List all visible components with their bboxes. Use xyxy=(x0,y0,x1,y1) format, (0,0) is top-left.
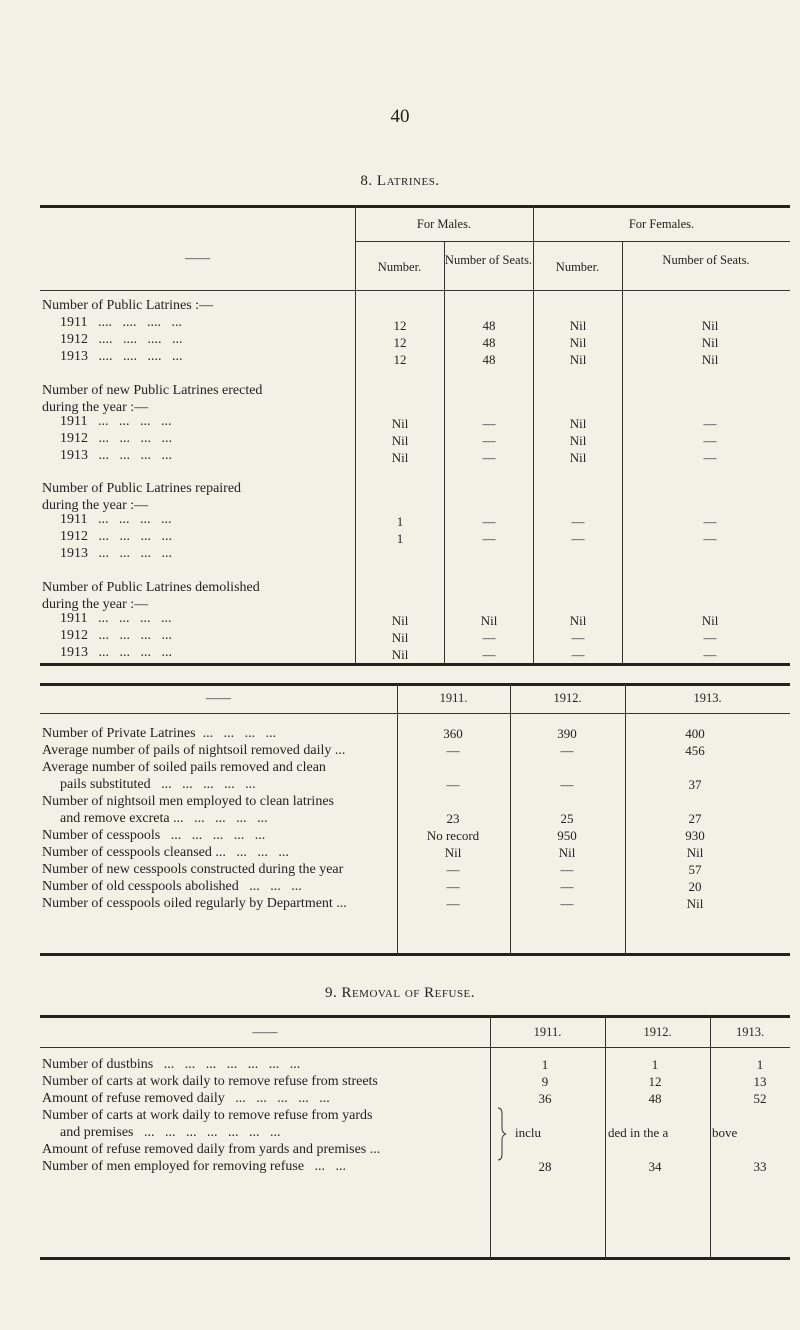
year-label: 1911 .... .... .... ... xyxy=(60,315,182,330)
value-cell: — xyxy=(703,647,717,662)
value-cell: 28 xyxy=(538,1159,552,1174)
row-label: Average number of soiled pails removed and clean xyxy=(42,760,326,775)
value-cell: — xyxy=(482,531,496,546)
header-for-males: For Males. xyxy=(416,217,472,231)
header-male-number: Number. xyxy=(377,260,422,274)
value-cell: — xyxy=(560,879,574,894)
value-cell: 1 xyxy=(541,1057,549,1072)
year-label: 1911 ... ... ... ... xyxy=(60,414,172,429)
value-cell: — xyxy=(446,777,460,792)
value-cell: 360 xyxy=(443,726,463,741)
value-cell: 34 xyxy=(648,1159,662,1174)
value-cell: 9 xyxy=(541,1074,549,1089)
value-cell: Nil xyxy=(701,613,719,628)
value-cell: — xyxy=(482,514,496,529)
header-year: 1912. xyxy=(553,691,582,705)
year-label: 1913 ... ... ... ... xyxy=(60,546,172,561)
page-number: 40 xyxy=(390,106,410,127)
value-cell: 25 xyxy=(560,811,574,826)
section-label: during the year :— xyxy=(42,400,149,415)
header-year: 1912. xyxy=(643,1025,672,1039)
value-cell: No record xyxy=(426,828,480,843)
value-cell: 1 xyxy=(756,1057,764,1072)
value-cell: 48 xyxy=(482,352,496,367)
value-cell: 1 xyxy=(651,1057,659,1072)
value-cell: Nil xyxy=(701,335,719,350)
value-cell: Nil xyxy=(569,613,587,628)
year-label: 1911 ... ... ... ... xyxy=(60,512,172,527)
value-cell: 930 xyxy=(685,828,705,843)
brace-icon xyxy=(496,1106,508,1162)
header-male-seats: Number of Seats. xyxy=(444,253,533,267)
value-cell: Nil xyxy=(391,433,409,448)
value-cell: Nil xyxy=(686,896,704,911)
row-label: and premises ... ... ... ... ... ... ... xyxy=(60,1125,281,1140)
row-label: Number of carts at work daily to remove refuse from streets xyxy=(42,1074,378,1089)
header-for-females: For Females. xyxy=(628,217,695,231)
row-label: Number of men employed for removing refuse ... ... xyxy=(42,1159,347,1174)
row-label: and remove excreta ... ... ... ... ... xyxy=(60,811,268,826)
value-cell: Nil xyxy=(569,433,587,448)
header-blank: —— xyxy=(185,251,210,265)
row-label: Amount of refuse removed daily from yards and premises ... xyxy=(42,1142,381,1157)
value-cell: 57 xyxy=(688,862,702,877)
value-cell: Nil xyxy=(569,318,587,333)
value-cell: 36 xyxy=(538,1091,552,1106)
section-label: during the year :— xyxy=(42,498,149,513)
value-cell: 1 xyxy=(396,531,404,546)
header-year: 1913. xyxy=(693,691,722,705)
value-cell: 12 xyxy=(393,335,407,350)
value-cell: — xyxy=(571,647,585,662)
row-label: Number of carts at work daily to remove refuse from yards xyxy=(42,1108,373,1123)
value-cell: Nil xyxy=(569,416,587,431)
value-cell: — xyxy=(571,514,585,529)
year-label: 1912 ... ... ... ... xyxy=(60,628,172,643)
section-label: Number of Public Latrines demolished xyxy=(42,580,260,595)
value-cell: 1 xyxy=(396,514,404,529)
header-female-number: Number. xyxy=(555,260,600,274)
value-cell: Nil xyxy=(701,318,719,333)
value-cell: — xyxy=(703,450,717,465)
value-cell: — xyxy=(482,647,496,662)
value-cell: 456 xyxy=(685,743,705,758)
value-cell: Nil xyxy=(391,630,409,645)
value-cell: — xyxy=(446,896,460,911)
value-cell: — xyxy=(703,630,717,645)
value-cell: Nil xyxy=(686,845,704,860)
value-cell: 52 xyxy=(753,1091,767,1106)
value-cell: — xyxy=(571,531,585,546)
value-cell: 37 xyxy=(688,777,702,792)
year-label: 1913 ... ... ... ... xyxy=(60,645,172,660)
row-label: Number of cesspools ... ... ... ... ... xyxy=(42,828,266,843)
value-cell: 12 xyxy=(648,1074,662,1089)
year-label: 1912 ... ... ... ... xyxy=(60,529,172,544)
header-female-seats: Number of Seats. xyxy=(662,253,750,267)
value-cell: — xyxy=(560,862,574,877)
value-cell: Nil xyxy=(569,335,587,350)
value-cell: — xyxy=(482,433,496,448)
section-label: Number of new Public Latrines erected xyxy=(42,383,263,398)
value-cell: — xyxy=(482,416,496,431)
value-cell: Nil xyxy=(569,352,587,367)
value-cell: 27 xyxy=(688,811,702,826)
row-label: Number of old cesspools abolished ... ... ... xyxy=(42,879,302,894)
value-cell: — xyxy=(560,896,574,911)
year-label: 1912 ... ... ... ... xyxy=(60,431,172,446)
value-cell: Nil xyxy=(391,613,409,628)
value-cell: — xyxy=(571,630,585,645)
value-cell: Nil xyxy=(701,352,719,367)
value-cell: 48 xyxy=(648,1091,662,1106)
value-cell: Nil xyxy=(391,647,409,662)
refuse-heading: 9. Removal of Refuse. xyxy=(324,985,476,1001)
value-cell: 400 xyxy=(685,726,705,741)
included-above-note: inclu xyxy=(515,1125,541,1140)
value-cell: 12 xyxy=(393,352,407,367)
value-cell: — xyxy=(703,514,717,529)
value-cell: Nil xyxy=(391,450,409,465)
value-cell: Nil xyxy=(569,450,587,465)
value-cell: 950 xyxy=(557,828,577,843)
value-cell: Nil xyxy=(444,845,462,860)
value-cell: Nil xyxy=(558,845,576,860)
header-year: 1911. xyxy=(533,1025,562,1039)
value-cell: 23 xyxy=(446,811,460,826)
year-label: 1913 ... ... ... ... xyxy=(60,448,172,463)
value-cell: Nil xyxy=(391,416,409,431)
value-cell: — xyxy=(703,531,717,546)
value-cell: Nil xyxy=(480,613,498,628)
included-above-note: bove xyxy=(712,1125,738,1140)
value-cell: 20 xyxy=(688,879,702,894)
value-cell: — xyxy=(482,630,496,645)
row-label: Number of Private Latrines ... ... ... ... xyxy=(42,726,277,741)
value-cell: 48 xyxy=(482,318,496,333)
row-label: Average number of pails of nightsoil removed daily ... xyxy=(42,743,346,758)
row-label: Number of cesspools cleansed ... ... ... ... xyxy=(42,845,289,860)
value-cell: — xyxy=(446,862,460,877)
header-year: 1911. xyxy=(439,691,468,705)
value-cell: — xyxy=(446,743,460,758)
row-label: Number of new cesspools constructed during the year xyxy=(42,862,344,877)
row-label: Amount of refuse removed daily ... ... ... ... ... xyxy=(42,1091,330,1106)
year-label: 1913 .... .... .... ... xyxy=(60,349,183,364)
value-cell: 33 xyxy=(753,1159,767,1174)
value-cell: — xyxy=(482,450,496,465)
section-label: Number of Public Latrines :— xyxy=(42,298,214,313)
latrines-heading: 8. Latrines. xyxy=(360,173,440,189)
value-cell: — xyxy=(703,433,717,448)
value-cell: 12 xyxy=(393,318,407,333)
value-cell: — xyxy=(560,777,574,792)
year-label: 1912 .... .... .... ... xyxy=(60,332,183,347)
section-label: during the year :— xyxy=(42,597,149,612)
header-blank: —— xyxy=(252,1025,278,1039)
section-label: Number of Public Latrines repaired xyxy=(42,481,242,496)
header-year: 1913. xyxy=(735,1025,765,1039)
row-label: Number of dustbins ... ... ... ... ... ... ... xyxy=(42,1057,301,1072)
year-label: 1911 ... ... ... ... xyxy=(60,611,172,626)
included-above-note: ded in the a xyxy=(608,1125,669,1140)
value-cell: — xyxy=(560,743,574,758)
row-label: pails substituted ... ... ... ... ... xyxy=(60,777,256,792)
value-cell: — xyxy=(703,416,717,431)
value-cell: — xyxy=(446,879,460,894)
value-cell: 390 xyxy=(557,726,577,741)
value-cell: 48 xyxy=(482,335,496,350)
value-cell: 13 xyxy=(753,1074,767,1089)
row-label: Number of cesspools oiled regularly by Department ... xyxy=(42,896,347,911)
header-blank: —— xyxy=(206,691,231,705)
row-label: Number of nightsoil men employed to clean latrines xyxy=(42,794,334,809)
